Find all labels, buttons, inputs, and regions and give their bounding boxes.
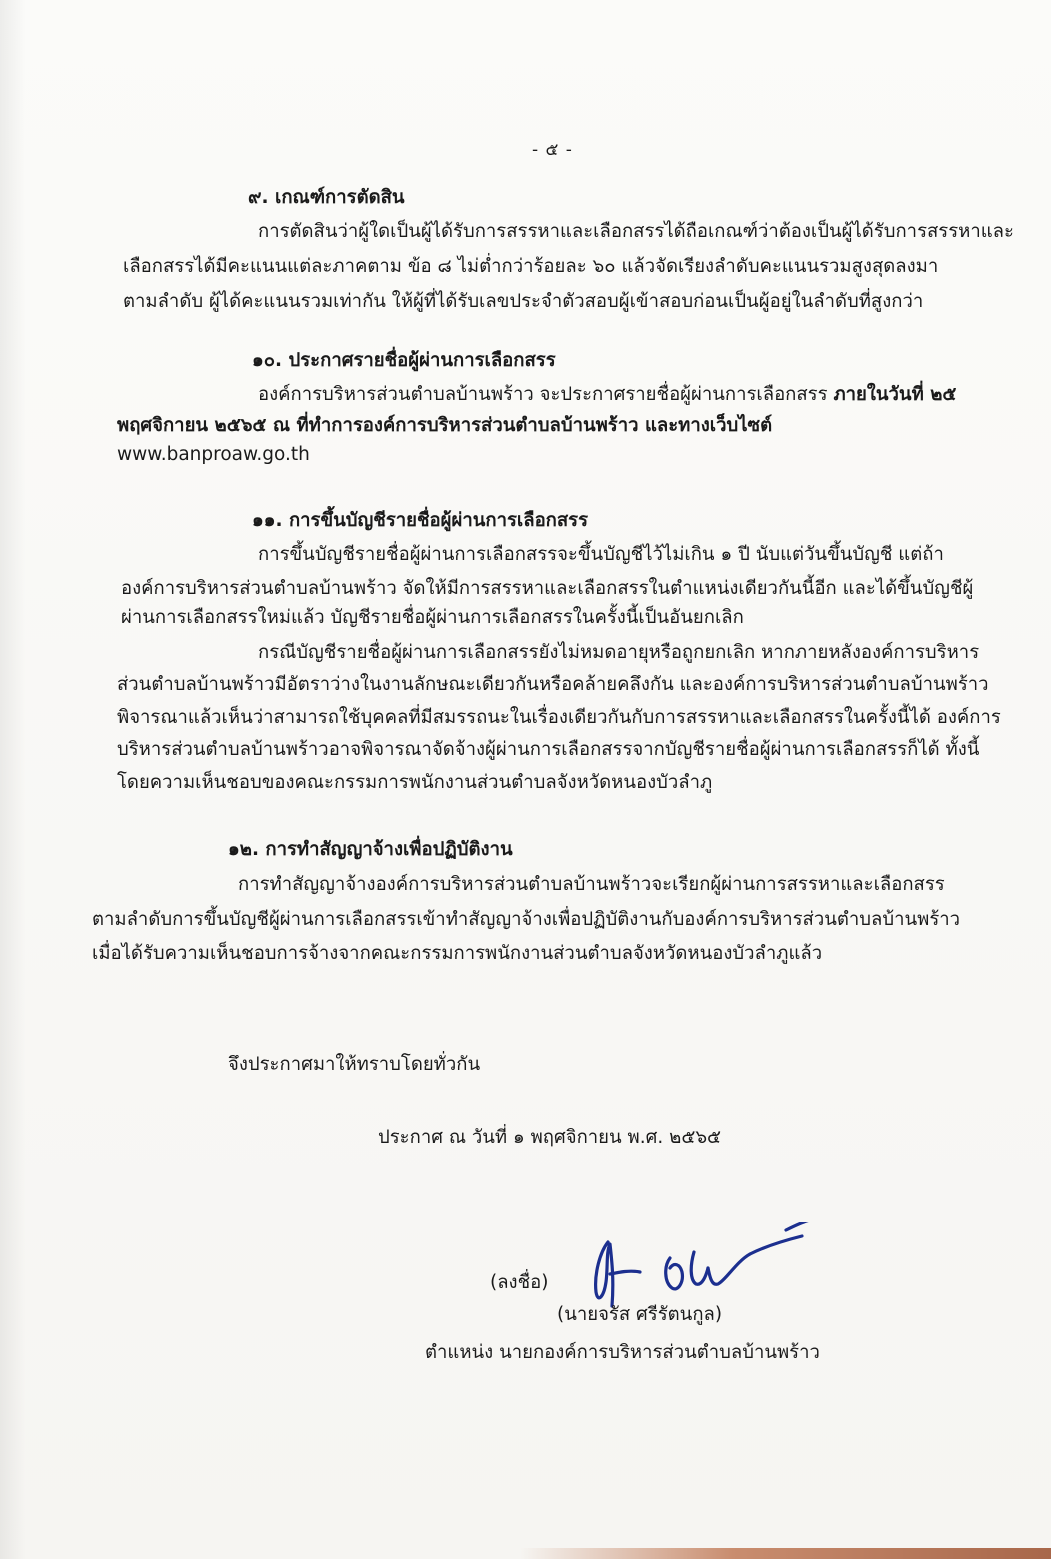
section-12-line-1: การทำสัญญาจ้างองค์การบริหารส่วนตำบลบ้านพร้าวจะเรียกผู้ผ่านการสรรหาและเลือกสรร [238,874,945,895]
website-url: www.banproaw.go.th [117,444,310,465]
section-9-line-2: เลือกสรรได้มีคะแนนแต่ละภาคตาม ข้อ ๘ ไม่ต่ำกว่าร้อยละ ๖๐ แล้วจัดเรียงลำดับคะแนนรวมสูงสุดลงมา [123,256,939,277]
page-bottom-edge [520,1548,1051,1559]
section-11-line-1: การขึ้นบัญชีรายชื่อผู้ผ่านการเลือกสรรจะขึ้นบัญชีไว้ไม่เกิน ๑ ปี นับแต่วันขึ้นบัญชี แต่ถ้า [258,544,944,565]
section-10-line-1 [258,383,956,407]
section-12-line-2: ตามลำดับการขึ้นบัญชีผู้ผ่านการเลือกสรรเข้าทำสัญญาจ้างเพื่อปฏิบัติงานกับองค์การบริหารส่วนตำบลบ้านพร้าว [92,909,961,930]
section-11-line-8: โดยความเห็นชอบของคณะกรรมการพนักงานส่วนตำบลจังหวัดหนองบัวลำภู [117,772,713,793]
section-11-line-3: ผ่านการเลือกสรรใหม่แล้ว บัญชีรายชื่อผู้ผ่านการเลือกสรรในครั้งนี้เป็นอันยกเลิก [121,607,744,628]
section-11-line-7: บริหารส่วนตำบลบ้านพร้าวอาจพิจารณาจัดจ้างผู้ผ่านการเลือกสรรจากบัญชีรายชื่อผู้ผ่านการเลือกสรรก็ได้ ทั้งนี้ [117,739,980,760]
section-9-heading: ๙. เกณฑ์การตัดสิน [248,187,405,208]
section-9-line-3: ตามลำดับ ผู้ได้คะแนนรวมเท่ากัน ให้ผู้ที่ได้รับเลขประจำตัวสอบผู้เข้าสอบก่อนเป็นผู้อยู่ในลำดับที่สูงกว่า [123,291,924,312]
page-number: - ๕ - [532,140,573,160]
section-12-heading: ๑๒. การทำสัญญาจ้างเพื่อปฏิบัติงาน [228,839,513,860]
signatory-position: ตำแหน่ง นายกองค์การบริหารส่วนตำบลบ้านพร้าว [425,1342,820,1363]
section-12-line-3: เมื่อได้รับความเห็นชอบการจ้างจากคณะกรรมการพนักงานส่วนตำบลจังหวัดหนองบัวลำภูแล้ว [92,943,823,964]
section-10-line-2: พฤศจิกายน ๒๕๖๕ ณ ที่ทำการองค์การบริหารส่วนตำบลบ้านพร้าว และทางเว็บไซต์ [117,415,773,436]
section-10-deadline: ภายในวันที่ ๒๕ [833,384,957,405]
section-11-line-4: กรณีบัญชีรายชื่อผู้ผ่านการเลือกสรรยังไม่หมดอายุหรือถูกยกเลิก หากภายหลังองค์การบริหาร [258,642,980,663]
page-edge-shadow [0,0,26,1559]
section-9-line-1: การตัดสินว่าผู้ใดเป็นผู้ได้รับการสรรหาและเลือกสรรได้ถือเกณฑ์ว่าต้องเป็นผู้ได้รับการสรรหาและ [258,221,1014,242]
section-11-line-5: ส่วนตำบลบ้านพร้าวมีอัตราว่างในงานลักษณะเดียวกันหรือคล้ายคลึงกัน และองค์การบริหารส่วนตำบลบ้านพร้าว [117,674,989,695]
section-11-heading: ๑๑. การขึ้นบัญชีรายชื่อผู้ผ่านการเลือกสรร [252,510,589,531]
section-10-line-1-text: องค์การบริหารส่วนตำบลบ้านพร้าว จะประกาศรายชื่อผู้ผ่านการเลือกสรร [258,384,834,405]
section-10-heading: ๑๐. ประกาศรายชื่อผู้ผ่านการเลือกสรร [252,350,556,371]
section-11-line-6: พิจารณาแล้วเห็นว่าสามารถใช้บุคคลที่มีสมรรถนะในเรื่องเดียวกันกับการสรรหาและเลือกสรรในครั้งนี้ได้ องค์การ [117,707,1001,728]
handwritten-signature [586,1222,826,1312]
section-11-line-2: องค์การบริหารส่วนตำบลบ้านพร้าว จัดให้มีการสรรหาและเลือกสรรในตำแหน่งเดียวกันนี้อีก และได้ขึ้นบัญชีผู้ [121,578,974,599]
closing-statement: จึงประกาศมาให้ทราบโดยทั่วกัน [228,1054,481,1075]
signatory-name: (นายจรัส ศรีรัตนกูล) [557,1304,723,1325]
sign-label: (ลงชื่อ) [490,1272,549,1293]
announcement-date: ประกาศ ณ วันที่ ๑ พฤศจิกายน พ.ศ. ๒๕๖๕ [378,1127,722,1148]
